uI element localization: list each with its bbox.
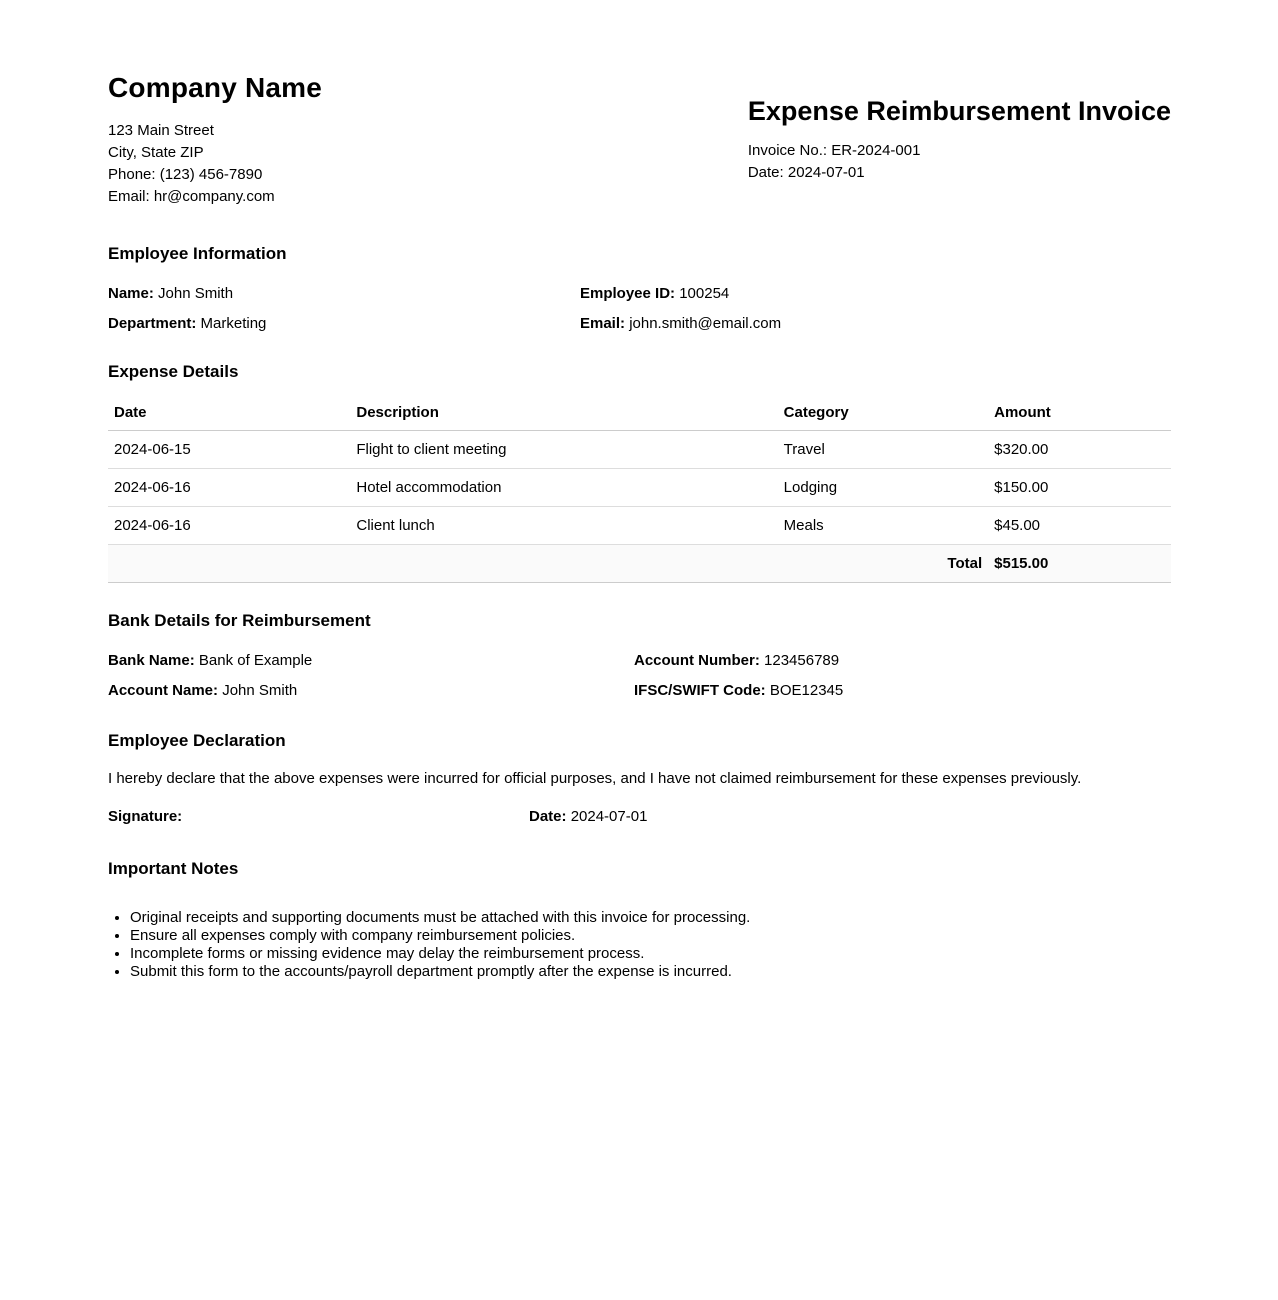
employee-email-label: Email: <box>580 315 626 332</box>
employee-department-label: Department: <box>108 315 197 332</box>
cell-amount: $150.00 <box>988 469 1171 507</box>
account-name-label: Account Name: <box>108 682 219 699</box>
column-header-category: Category <box>778 396 988 431</box>
company-phone: Phone: (123) 456-7890 <box>108 166 263 183</box>
cell-description: Hotel accommodation <box>350 469 777 507</box>
company-address-line1: 123 Main Street <box>108 122 214 139</box>
bank-details-grid <box>108 651 1171 701</box>
cell-date: 2024-06-16 <box>108 507 350 545</box>
company-address-line2: City, State ZIP <box>108 144 204 161</box>
list-item: • Ensure all expenses comply with company reimbursement policies. <box>130 927 1171 945</box>
declaration-date-value: 2024-07-01 <box>570 808 648 825</box>
invoice-meta-block <box>748 96 1171 184</box>
declaration-date-label: Date: <box>529 808 567 825</box>
important-notes-heading: Important Notes <box>108 859 239 878</box>
company-email: Email: hr@company.com <box>108 188 275 205</box>
account-number-field <box>634 651 1171 671</box>
employee-department-field <box>108 314 580 334</box>
invoice-date: Date: 2024-07-01 <box>747 164 865 181</box>
cell-category: Travel <box>778 431 988 469</box>
employee-id-field <box>580 284 1171 304</box>
cell-category: Meals <box>778 507 988 545</box>
column-header-amount: Amount <box>988 396 1171 431</box>
signature-field <box>108 807 529 827</box>
cell-date: 2024-06-15 <box>108 431 350 469</box>
employee-id-label: Employee ID: <box>580 285 676 302</box>
ifsc-swift-field <box>634 681 1171 701</box>
employee-declaration-heading: Employee Declaration <box>108 731 286 750</box>
employee-email-field <box>580 314 1171 334</box>
company-block <box>108 72 322 208</box>
table-row <box>108 431 1171 469</box>
list-item: • Incomplete forms or missing evidence may delay the reimbursement process. <box>130 945 1171 963</box>
table-row <box>108 507 1171 545</box>
declaration-date-field <box>529 807 1171 827</box>
employee-name-field <box>108 284 580 304</box>
declaration-text: I hereby declare that the above expenses were incurred for official purposes, and I have not claimed reimbursement for these expenses previously. <box>108 770 1082 787</box>
cell-description: Flight to client meeting <box>350 431 777 469</box>
expense-details-heading: Expense Details <box>108 362 239 381</box>
signature-label: Signature: <box>108 808 183 825</box>
table-total-row <box>108 545 1171 583</box>
expense-table-header-row <box>108 396 1171 431</box>
cell-description: Client lunch <box>350 507 777 545</box>
employee-name-value: John Smith <box>158 285 234 302</box>
invoice-number: Invoice No.: ER-2024-001 <box>747 142 921 159</box>
employee-information-heading: Employee Information <box>108 244 287 263</box>
invoice-meta-lines <box>748 140 1171 184</box>
total-label: Total <box>108 545 988 583</box>
account-number-label: Account Number: <box>634 652 760 669</box>
account-name-value: John Smith <box>222 682 298 699</box>
employee-information-grid <box>108 284 1171 334</box>
account-name-field <box>108 681 634 701</box>
table-row <box>108 469 1171 507</box>
page-header <box>108 72 1171 208</box>
company-name: Company Name <box>108 72 323 103</box>
list-item: • Submit this form to the accounts/payroll department promptly after the expense is incurred. <box>130 963 1171 981</box>
employee-name-label: Name: <box>108 285 154 302</box>
employee-id-value: 100254 <box>679 285 730 302</box>
account-number-value: 123456789 <box>764 652 840 669</box>
important-notes-list <box>108 909 1171 981</box>
cell-date: 2024-06-16 <box>108 469 350 507</box>
column-header-description: Description <box>350 396 777 431</box>
list-item: • Original receipts and supporting documents must be attached with this invoice for processing. <box>130 909 1171 927</box>
cell-amount: $320.00 <box>988 431 1171 469</box>
bank-name-value: Bank of Example <box>198 652 313 669</box>
bank-name-field <box>108 651 634 671</box>
cell-category: Lodging <box>778 469 988 507</box>
signature-grid <box>108 807 1171 827</box>
total-value: $515.00 <box>988 545 1171 583</box>
bank-details-heading: Bank Details for Reimbursement <box>108 611 371 630</box>
expense-table <box>108 396 1171 583</box>
ifsc-swift-value: BOE12345 <box>769 682 844 699</box>
bank-name-label: Bank Name: <box>108 652 195 669</box>
ifsc-swift-label: IFSC/SWIFT Code: <box>634 682 766 699</box>
cell-amount: $45.00 <box>988 507 1171 545</box>
invoice-title: Expense Reimbursement Invoice <box>747 96 1171 126</box>
column-header-date: Date <box>108 396 350 431</box>
employee-email-value: john.smith@email.com <box>629 315 782 332</box>
employee-department-value: Marketing <box>200 315 267 332</box>
company-address <box>108 120 322 208</box>
